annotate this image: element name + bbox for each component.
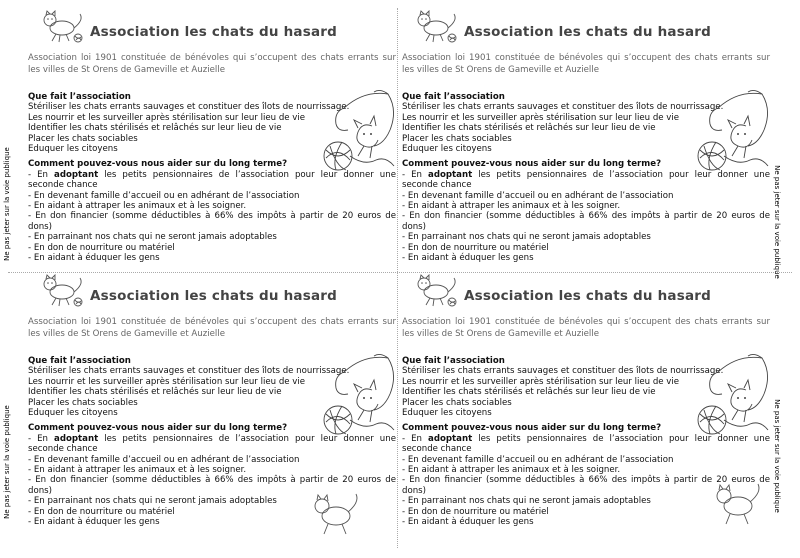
answer-help-7: - En aidant à éduquer les gens: [28, 517, 160, 528]
small-cat-icon: [302, 488, 368, 538]
answer-help-4: - En don financier (somme déductibles à 66% des impôts à partir de 20 euros de dons): [28, 211, 396, 232]
question-what: Que fait l’association: [28, 356, 131, 366]
playing-cat-icon: [38, 10, 86, 44]
answer-help-5: - En parrainant nos chats qui ne seront jamais adoptables: [28, 232, 277, 243]
answer-help-7: - En aidant à éduquer les gens: [402, 517, 534, 528]
answer-what-5: Eduquer les citoyens: [28, 408, 118, 419]
flyer-panel-2: [402, 10, 774, 272]
side-note-left-bottom: Ne pas jeter sur la voie publique: [2, 405, 11, 519]
answer-help-5: - En parrainant nos chats qui ne seront jamais adoptables: [402, 496, 651, 507]
answer-what-4: Placer les chats sociables: [28, 133, 138, 144]
question-what: Que fait l’association: [402, 92, 505, 102]
answer-what-3: Identifier les chats stérilisés et relâchés sur leur lieu de vie: [402, 387, 656, 398]
small-cat-icon: [704, 478, 770, 528]
answer-help-3: - En aidant à attraper les animaux et à les soigner.: [28, 465, 247, 476]
cat-with-yarn-icon: [688, 350, 772, 446]
side-note-left-top: Ne pas jeter sur la voie publique: [2, 147, 11, 261]
answer-help-2: - En devenant famille d’accueil ou en adhérant de l’association: [402, 190, 674, 201]
answer-help-2: - En devenant famille d’accueil ou en adhérant de l’association: [28, 190, 300, 201]
question-help: Comment pouvez-vous nous aider sur du long terme?: [402, 423, 662, 434]
answer-what-4: Placer les chats sociables: [402, 397, 512, 408]
answer-what-3: Identifier les chats stérilisés et relâchés sur leur lieu de vie: [402, 123, 656, 134]
answer-help-4: - En don financier (somme déductibles à 66% des impôts à partir de 20 euros de dons): [402, 475, 770, 496]
answer-help-5: - En parrainant nos chats qui ne seront jamais adoptables: [402, 232, 651, 243]
question-help: Comment pouvez-vous nous aider sur du long terme?: [28, 159, 288, 170]
answer-what-3: Identifier les chats stérilisés et relâchés sur leur lieu de vie: [28, 387, 282, 398]
answer-what-2: Les nourrir et les surveiller après stérilisation sur leur lieu de vie: [28, 376, 306, 387]
answer-help-6: - En don de nourriture ou matériel: [402, 506, 549, 517]
flyer-title: Association les chats du hasard: [464, 288, 711, 304]
answer-what-5: Eduquer les citoyens: [28, 144, 118, 155]
answer-help-6: - En don de nourriture ou matériel: [28, 242, 175, 253]
answer-help-6: - En don de nourriture ou matériel: [402, 242, 549, 253]
cat-with-yarn-icon: [688, 86, 772, 182]
question-what: Que fait l’association: [28, 92, 131, 102]
answer-what-2: Les nourrir et les surveiller après stérilisation sur leur lieu de vie: [402, 112, 680, 123]
answer-help-3: - En aidant à attraper les animaux et à les soigner.: [28, 201, 247, 212]
answer-what-1: Stériliser les chats errants sauvages et constituer des îlots de nourrissage.: [402, 366, 724, 377]
answer-help-2: - En devenant famille d’accueil ou en adhérant de l’association: [402, 454, 674, 465]
playing-cat-icon: [412, 274, 460, 308]
question-what: Que fait l’association: [402, 356, 505, 366]
answer-help-3: - En aidant à attraper les animaux et à les soigner.: [402, 201, 621, 212]
playing-cat-icon: [38, 274, 86, 308]
flyer-intro: Association loi 1901 constituée de bénévoles qui s’occupent des chats errants sur les villes de St Orens de Gameville et Auzielle: [28, 317, 396, 339]
answer-help-7: - En aidant à éduquer les gens: [28, 253, 160, 264]
flyer-intro: Association loi 1901 constituée de bénévoles qui s’occupent des chats errants sur les villes de St Orens de Gameville et Auzielle: [402, 53, 770, 75]
answer-help-adopt: - En adoptant les petits pensionnaires de l’association pour leur donner une seconde chance: [402, 169, 770, 191]
answer-help-5: - En parrainant nos chats qui ne seront jamais adoptables: [28, 496, 277, 507]
answer-what-2: Les nourrir et les surveiller après stérilisation sur leur lieu de vie: [402, 376, 680, 387]
flyer-intro: Association loi 1901 constituée de bénévoles qui s’occupent des chats errants sur les villes de St Orens de Gameville et Auzielle: [28, 53, 396, 75]
answer-what-2: Les nourrir et les surveiller après stérilisation sur leur lieu de vie: [28, 112, 306, 123]
flyer-panel-1: [28, 10, 400, 272]
answer-help-4: - En don financier (somme déductibles à 66% des impôts à partir de 20 euros de dons): [402, 211, 770, 232]
answer-what-5: Eduquer les citoyens: [402, 144, 492, 155]
side-note-right-bottom: Ne pas jeter sur la voie publique: [772, 399, 781, 513]
answer-what-4: Placer les chats sociables: [402, 133, 512, 144]
side-note-right-top: Ne pas jeter sur la voie publique: [772, 165, 781, 279]
answer-help-6: - En don de nourriture ou matériel: [28, 506, 175, 517]
answer-help-adopt: - En adoptant les petits pensionnaires de l’association pour leur donner une seconde chance: [28, 169, 396, 191]
answer-what-5: Eduquer les citoyens: [402, 408, 492, 419]
cat-with-yarn-icon: [314, 350, 398, 446]
flyer-intro: Association loi 1901 constituée de bénévoles qui s’occupent des chats errants sur les villes de St Orens de Gameville et Auzielle: [402, 317, 770, 339]
answer-what-1: Stériliser les chats errants sauvages et constituer des îlots de nourrissage.: [402, 102, 724, 113]
answer-help-adopt: - En adoptant les petits pensionnaires de l’association pour leur donner une seconde chance: [28, 433, 396, 455]
cut-line-horizontal: [8, 272, 792, 273]
answer-what-1: Stériliser les chats errants sauvages et constituer des îlots de nourrissage.: [28, 366, 350, 377]
answer-help-2: - En devenant famille d’accueil ou en adhérant de l’association: [28, 454, 300, 465]
answer-what-4: Placer les chats sociables: [28, 397, 138, 408]
answer-help-adopt: - En adoptant les petits pensionnaires de l’association pour leur donner une seconde chance: [402, 433, 770, 455]
playing-cat-icon: [412, 10, 460, 44]
flyer-title: Association les chats du hasard: [464, 24, 711, 40]
answer-help-3: - En aidant à attraper les animaux et à les soigner.: [402, 465, 621, 476]
cat-with-yarn-icon: [314, 86, 398, 182]
flyer-title: Association les chats du hasard: [90, 24, 337, 40]
answer-help-7: - En aidant à éduquer les gens: [402, 253, 534, 264]
answer-what-1: Stériliser les chats errants sauvages et constituer des îlots de nourrissage.: [28, 102, 350, 113]
answer-what-3: Identifier les chats stérilisés et relâchés sur leur lieu de vie: [28, 123, 282, 134]
question-help: Comment pouvez-vous nous aider sur du long terme?: [28, 423, 288, 434]
question-help: Comment pouvez-vous nous aider sur du long terme?: [402, 159, 662, 170]
answer-help-4: - En don financier (somme déductibles à 66% des impôts à partir de 20 euros de dons): [28, 475, 396, 496]
flyer-title: Association les chats du hasard: [90, 288, 337, 304]
